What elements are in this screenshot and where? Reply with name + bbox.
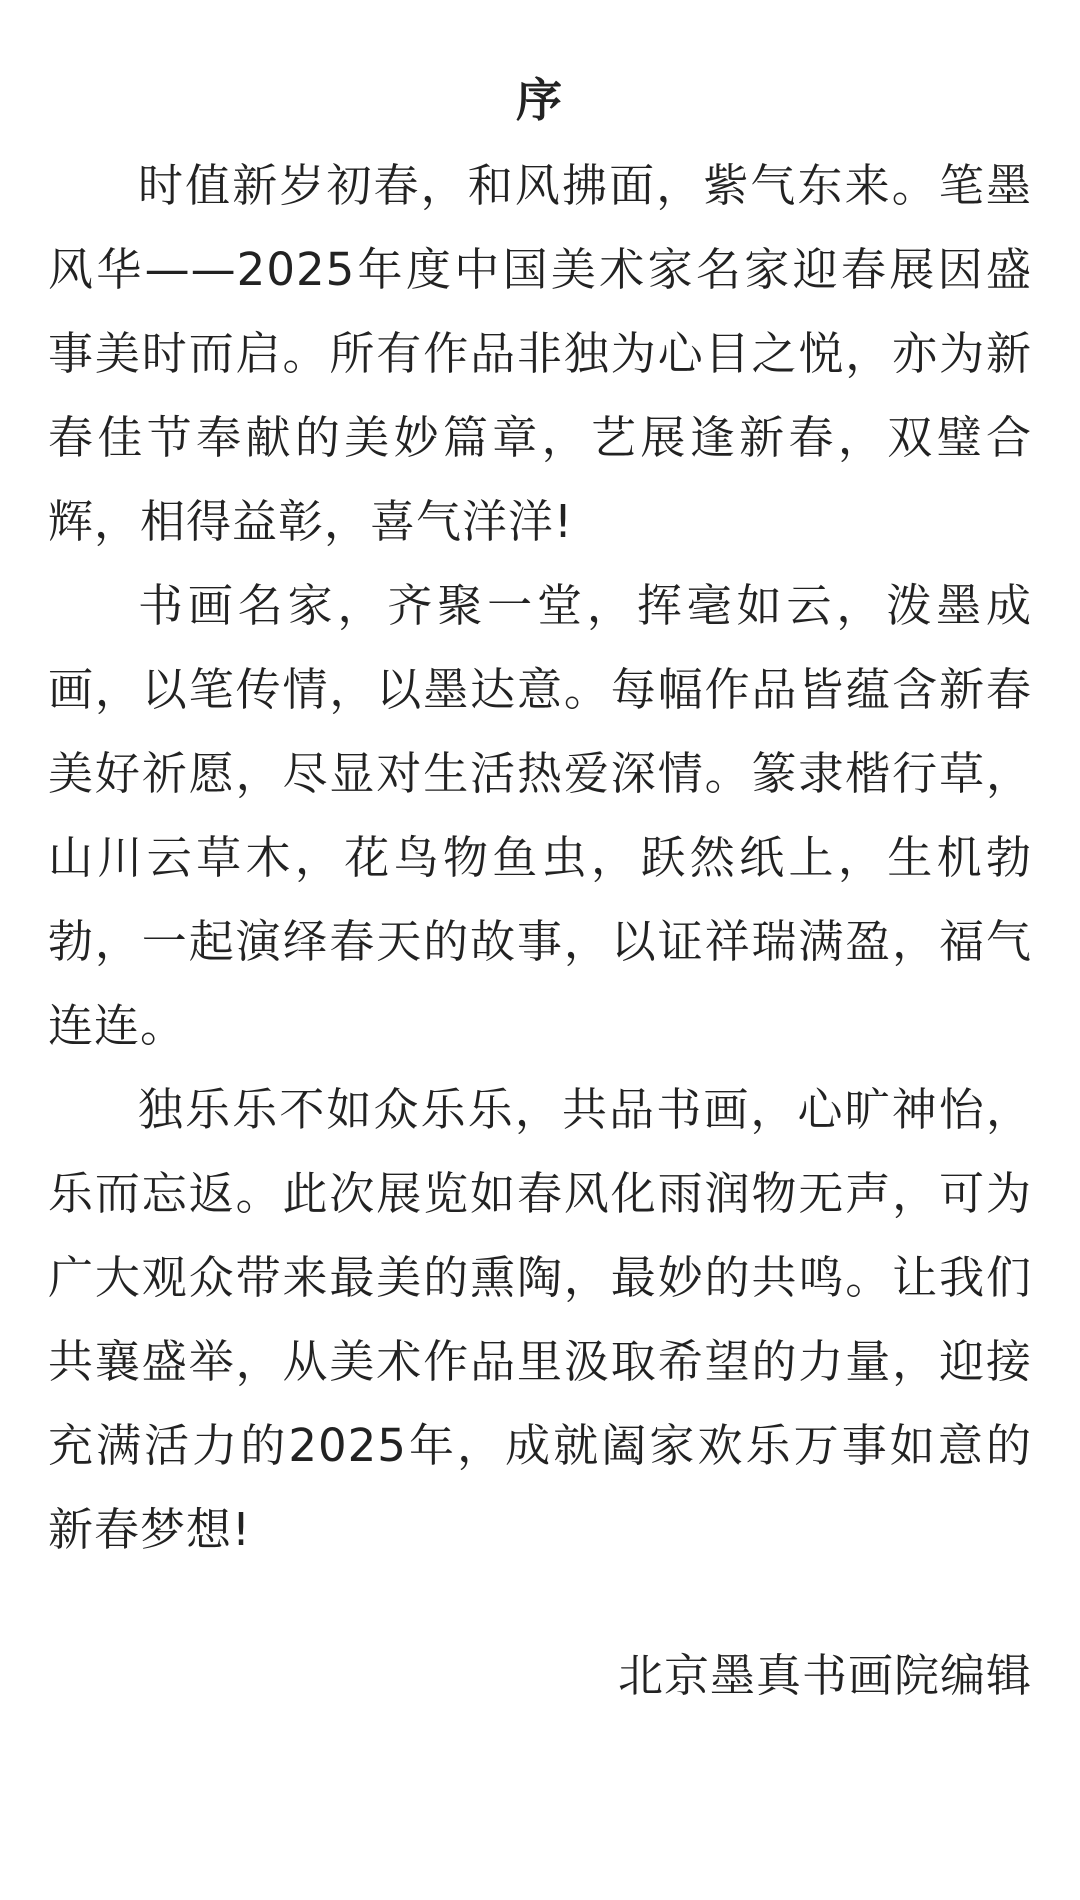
paragraph-3: 独乐乐不如众乐乐，共品书画，心旷神怡，乐而忘返。此次展览如春风化雨润物无声，可为广大观众带来最美的熏陶，最妙的共鸣。让我们共襄盛举，从美术作品里汲取希望的力量，迎接充满活力的2025年，成就阖家欢乐万事如意的新春梦想! xyxy=(48,1083,1032,1556)
document-body xyxy=(48,60,1032,1572)
paragraph-1: 时值新岁初春，和风拂面，紫气东来。笔墨风华——2025年度中国美术家名家迎春展因盛事美时而启。所有作品非独为心目之悦，亦为新春佳节奉献的美妙篇章，艺展逢新春，双璧合辉，相得益彰，喜气洋洋! xyxy=(48,159,1032,548)
signature: 北京墨真书画院编辑 xyxy=(617,1649,1032,1702)
paragraph-2: 书画名家，齐聚一堂，挥毫如云，泼墨成画，以笔传情，以墨达意。每幅作品皆蕴含新春美好祈愿，尽显对生活热爱深情。篆隶楷行草，山川云草木，花鸟物鱼虫，跃然纸上，生机勃勃，一起演绎春天的故事，以证祥瑞满盈，福气连连。 xyxy=(48,579,1032,1052)
document-title: 序 xyxy=(516,73,564,127)
